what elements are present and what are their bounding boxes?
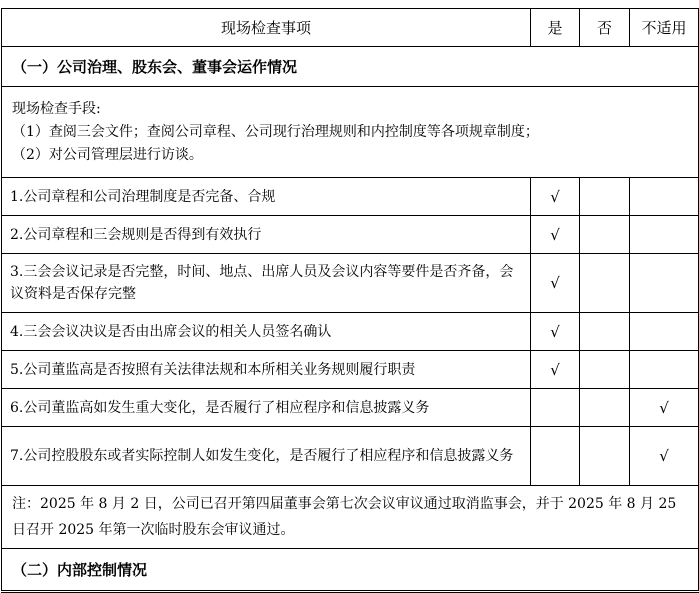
check-yes: √ xyxy=(531,254,580,313)
check-na xyxy=(630,254,699,313)
check-na: √ xyxy=(630,427,699,486)
check-item-text: 4.三会会议决议是否由出席会议的相关人员签名确认 xyxy=(2,313,531,351)
check-item-row xyxy=(2,427,699,486)
check-no xyxy=(580,427,630,486)
check-item-row xyxy=(2,313,699,351)
check-item-text: 5.公司董监高是否按照有关法律法规和本所相关业务规则履行职责 xyxy=(2,351,531,389)
check-no xyxy=(580,389,630,427)
check-yes: √ xyxy=(531,313,580,351)
header-na: 不适用 xyxy=(630,9,699,47)
check-item-row xyxy=(2,216,699,254)
header-no: 否 xyxy=(580,9,630,47)
check-item-text: 1.公司章程和公司治理制度是否完备、合规 xyxy=(2,178,531,216)
check-item-row xyxy=(2,254,699,313)
method-line: （1）查阅三会文件；查阅公司章程、公司现行治理规则和内控制度等各项规章制度； xyxy=(12,123,539,140)
check-item-text: 7.公司控股股东或者实际控制人如发生变化，是否履行了相应程序和信息披露义务 xyxy=(2,427,531,486)
check-no xyxy=(580,254,630,313)
check-item-text: 2.公司章程和三会规则是否得到有效执行 xyxy=(2,216,531,254)
check-no xyxy=(580,351,630,389)
check-no xyxy=(580,313,630,351)
check-yes: √ xyxy=(531,351,580,389)
method-label: 现场检查手段: xyxy=(12,100,101,117)
check-item-text: 3.三会会议记录是否完整，时间、地点、出席人员及会议内容等要件是否齐备，会议资料是否保存完整 xyxy=(2,254,531,313)
header-yes: 是 xyxy=(531,9,580,47)
check-na xyxy=(630,216,699,254)
note-text: 注：2025 年 8 月 2 日，公司已召开第四届董事会第七次会议审议通过取消监事会，并于 2025 年 8 月 25 日召开 2025 年第一次临时股东会审议通过。 xyxy=(2,486,699,549)
check-item-row xyxy=(2,351,699,389)
inspection-table xyxy=(1,8,699,593)
check-item-text: 6.公司董监高如发生重大变化，是否履行了相应程序和信息披露义务 xyxy=(2,389,531,427)
method-line: （2）对公司管理层进行访谈。 xyxy=(12,146,203,163)
section-row xyxy=(2,47,699,87)
check-item-row xyxy=(2,178,699,216)
check-na xyxy=(630,313,699,351)
section-title: （二）内部控制情况 xyxy=(2,549,699,592)
check-na xyxy=(630,351,699,389)
check-no xyxy=(580,178,630,216)
section-row xyxy=(2,549,699,592)
header-item: 现场检查事项 xyxy=(2,9,531,47)
check-item-row xyxy=(2,389,699,427)
check-no xyxy=(580,216,630,254)
inspection-method xyxy=(2,87,699,178)
method-row xyxy=(2,87,699,178)
check-yes: √ xyxy=(531,178,580,216)
check-na xyxy=(630,178,699,216)
check-na: √ xyxy=(630,389,699,427)
check-yes xyxy=(531,427,580,486)
header-row xyxy=(2,9,699,47)
note-row xyxy=(2,486,699,549)
section-title: （一）公司治理、股东会、董事会运作情况 xyxy=(2,47,699,87)
check-yes xyxy=(531,389,580,427)
check-yes: √ xyxy=(531,216,580,254)
